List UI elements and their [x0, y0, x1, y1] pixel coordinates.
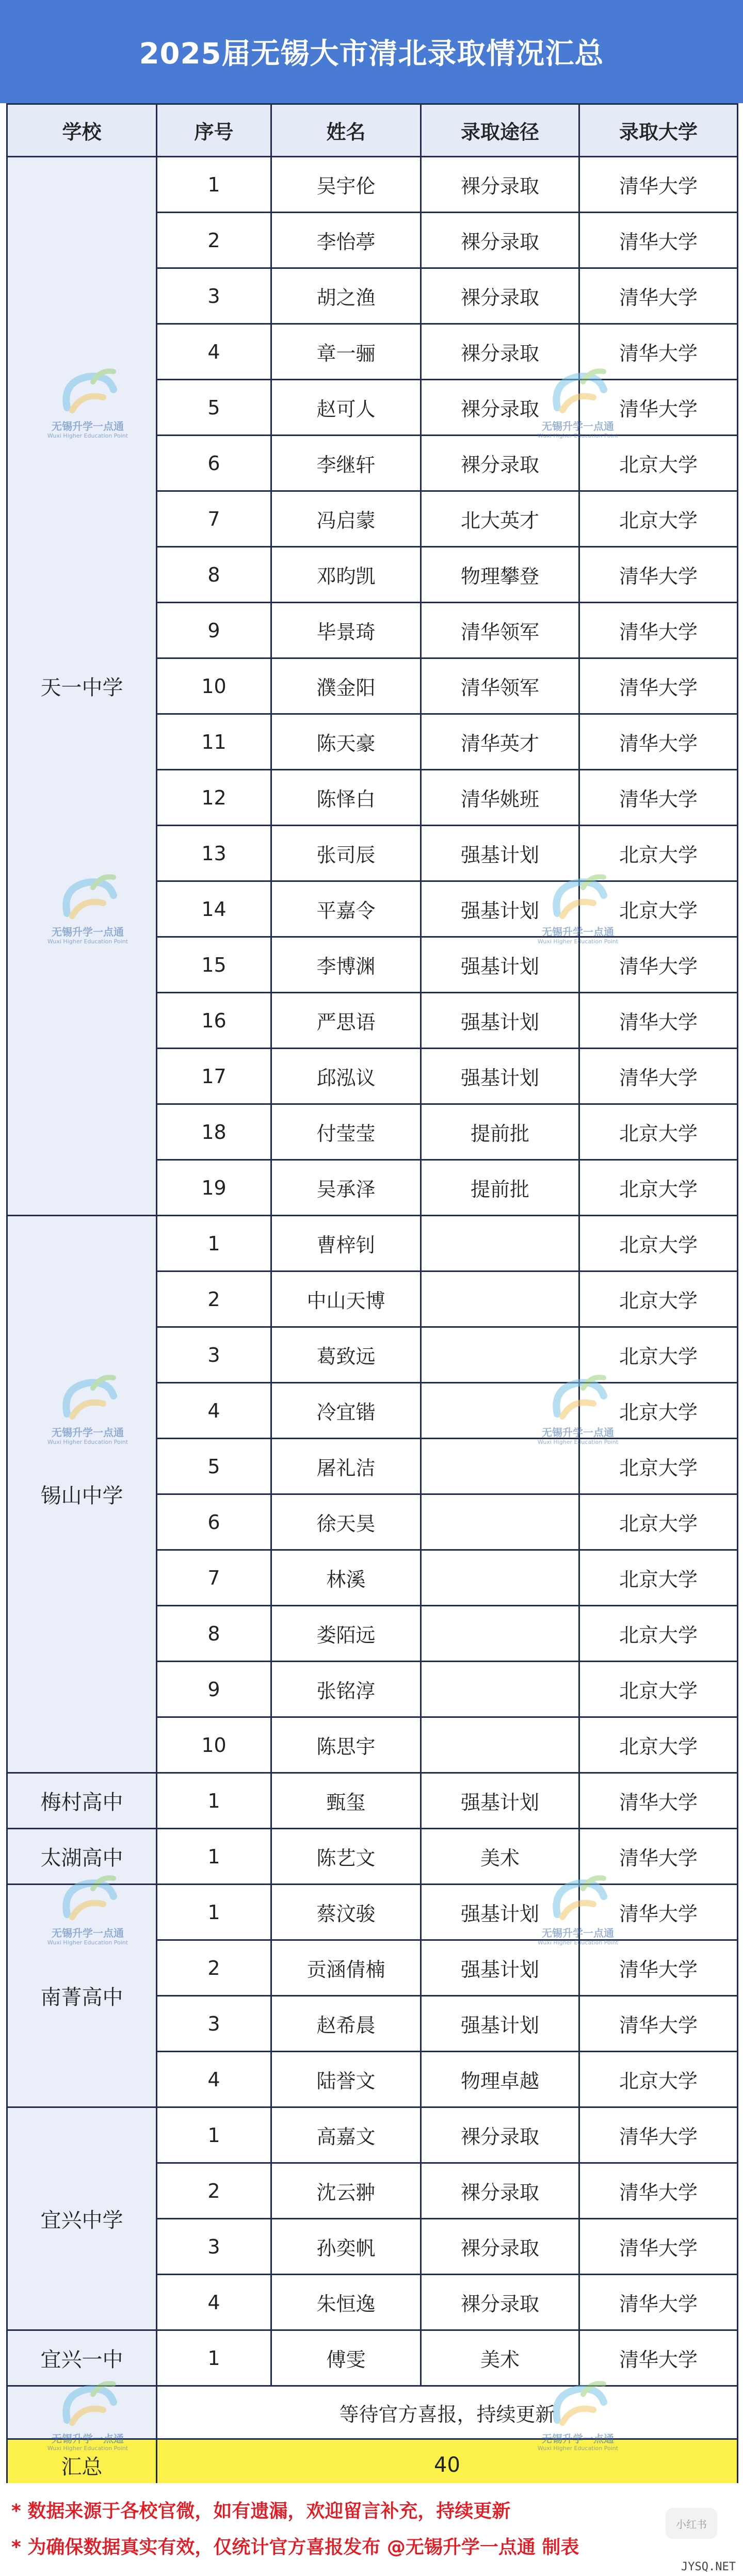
watermark-subtext: Wuxi Higher Education Point [537, 2445, 619, 2452]
university-cell: 清华大学 [579, 937, 738, 993]
school-cell: 南菁高中 [7, 1885, 157, 2107]
watermark-text: 无锡升学一点通 [52, 1426, 124, 1439]
route-cell [421, 1662, 579, 1717]
university-cell: 清华大学 [579, 1885, 738, 1940]
route-cell: 强基计划 [421, 1996, 579, 2052]
route-cell: 强基计划 [421, 1773, 579, 1829]
name-cell: 朱恒逸 [271, 2275, 421, 2330]
route-cell: 裸分录取 [421, 213, 579, 268]
route-cell [421, 1550, 579, 1606]
table-row [7, 1829, 738, 1885]
name-cell: 沈云翀 [271, 2163, 421, 2219]
university-cell: 北京大学 [579, 1439, 738, 1494]
watermark-subtext: Wuxi Higher Education Point [47, 2445, 128, 2452]
route-cell: 裸分录取 [421, 436, 579, 491]
index-cell: 1 [157, 2107, 271, 2163]
index-cell: 2 [157, 1271, 271, 1327]
university-cell: 北京大学 [579, 881, 738, 937]
index-cell: 3 [157, 268, 271, 324]
footer-note-source: * 数据来源于各校官微，如有遗漏，欢迎留言补充，持续更新 [11, 2501, 511, 2522]
index-cell: 3 [157, 1996, 271, 2052]
university-cell: 北京大学 [579, 1104, 738, 1160]
index-cell: 9 [157, 1662, 271, 1717]
total-value: 40 [157, 2439, 738, 2491]
school-cell: 宜兴中学 [7, 2107, 157, 2330]
route-cell [421, 1606, 579, 1662]
university-cell: 北京大学 [579, 1160, 738, 1216]
name-cell: 章一骊 [271, 324, 421, 380]
name-cell: 严思语 [271, 993, 421, 1049]
name-cell: 蔡汶骏 [271, 1885, 421, 1940]
university-cell: 北京大学 [579, 1383, 738, 1439]
name-cell: 付莹莹 [271, 1104, 421, 1160]
watermark-text: 无锡升学一点通 [52, 926, 124, 938]
index-cell: 4 [157, 324, 271, 380]
route-cell: 强基计划 [421, 881, 579, 937]
index-cell: 1 [157, 1773, 271, 1829]
watermark-subtext: Wuxi Higher Education Point [537, 938, 619, 945]
total-label: 汇总 [7, 2439, 157, 2491]
index-cell: 11 [157, 714, 271, 770]
name-cell: 赵可人 [271, 380, 421, 436]
route-cell: 清华领军 [421, 603, 579, 658]
route-cell: 美术 [421, 1829, 579, 1885]
index-cell: 13 [157, 826, 271, 881]
name-cell: 李怡葶 [271, 213, 421, 268]
route-cell: 物理攀登 [421, 547, 579, 603]
name-cell: 林溪 [271, 1550, 421, 1606]
name-cell: 陈怿白 [271, 770, 421, 826]
index-cell: 1 [157, 1829, 271, 1885]
watermark-text: 无锡升学一点通 [542, 1426, 614, 1439]
name-cell: 陈天豪 [271, 714, 421, 770]
route-cell [421, 1439, 579, 1494]
watermark-subtext: Wuxi Higher Education Point [537, 1439, 619, 1445]
xiaohongshu-badge: 小红书 [666, 2508, 717, 2539]
watermark-text: 无锡升学一点通 [52, 420, 124, 432]
table-body [7, 157, 738, 2386]
school-cell: 太湖高中 [7, 1829, 157, 1885]
route-cell: 裸分录取 [421, 157, 579, 213]
name-cell: 孙奕帆 [271, 2219, 421, 2275]
index-cell: 3 [157, 2219, 271, 2275]
corner-watermark: JYSQ.NET [681, 2561, 736, 2573]
route-cell: 强基计划 [421, 993, 579, 1049]
university-cell: 北京大学 [579, 1216, 738, 1271]
table-row [7, 1216, 738, 1271]
name-cell: 陈思宇 [271, 1717, 421, 1773]
index-cell: 1 [157, 1216, 271, 1271]
route-cell: 强基计划 [421, 937, 579, 993]
index-cell: 14 [157, 881, 271, 937]
university-cell: 清华大学 [579, 268, 738, 324]
index-cell: 4 [157, 2275, 271, 2330]
route-cell: 裸分录取 [421, 2275, 579, 2330]
watermark-text: 无锡升学一点通 [542, 420, 614, 432]
university-cell: 清华大学 [579, 714, 738, 770]
header-index: 序号 [157, 104, 271, 157]
name-cell: 高嘉文 [271, 2107, 421, 2163]
name-cell: 曹梓钊 [271, 1216, 421, 1271]
route-cell [421, 1383, 579, 1439]
route-cell: 提前批 [421, 1160, 579, 1216]
watermark-subtext: Wuxi Higher Education Point [537, 1939, 619, 1946]
university-cell: 北京大学 [579, 1327, 738, 1383]
route-cell [421, 1327, 579, 1383]
route-cell [421, 1271, 579, 1327]
admission-table [6, 103, 738, 2492]
route-cell: 强基计划 [421, 1885, 579, 1940]
route-cell: 裸分录取 [421, 2107, 579, 2163]
index-cell: 6 [157, 1494, 271, 1550]
route-cell [421, 1717, 579, 1773]
index-cell: 4 [157, 1383, 271, 1439]
watermark-text: 无锡升学一点通 [542, 1927, 614, 1939]
watermark-subtext: Wuxi Higher Education Point [47, 1439, 128, 1445]
name-cell: 葛致远 [271, 1327, 421, 1383]
route-cell: 强基计划 [421, 1049, 579, 1104]
index-cell: 7 [157, 1550, 271, 1606]
watermark-subtext: Wuxi Higher Education Point [47, 938, 128, 945]
header-name: 姓名 [271, 104, 421, 157]
name-cell: 邓昀凯 [271, 547, 421, 603]
index-cell: 4 [157, 2052, 271, 2107]
watermark-text: 无锡升学一点通 [52, 1927, 124, 1939]
university-cell: 北京大学 [579, 1550, 738, 1606]
school-cell: 宜兴一中 [7, 2330, 157, 2386]
index-cell: 3 [157, 1327, 271, 1383]
route-cell: 裸分录取 [421, 380, 579, 436]
university-cell: 清华大学 [579, 993, 738, 1049]
index-cell: 8 [157, 1606, 271, 1662]
route-cell: 裸分录取 [421, 324, 579, 380]
index-cell: 2 [157, 2163, 271, 2219]
index-cell: 9 [157, 603, 271, 658]
university-cell: 清华大学 [579, 324, 738, 380]
watermark-text: 无锡升学一点通 [52, 2433, 124, 2445]
index-cell: 1 [157, 157, 271, 213]
name-cell: 陆誉文 [271, 2052, 421, 2107]
route-cell: 美术 [421, 2330, 579, 2386]
index-cell: 2 [157, 1940, 271, 1996]
watermark-text: 无锡升学一点通 [542, 2433, 614, 2445]
index-cell: 16 [157, 993, 271, 1049]
footer-notes [0, 2483, 743, 2576]
name-cell: 吴宇伦 [271, 157, 421, 213]
name-cell: 中山天博 [271, 1271, 421, 1327]
name-cell: 冯启蒙 [271, 491, 421, 547]
route-cell: 清华英才 [421, 714, 579, 770]
route-cell: 清华姚班 [421, 770, 579, 826]
name-cell: 屠礼洁 [271, 1439, 421, 1494]
university-cell: 北京大学 [579, 1717, 738, 1773]
table-row [7, 2330, 738, 2386]
university-cell: 清华大学 [579, 547, 738, 603]
university-cell: 清华大学 [579, 2219, 738, 2275]
route-cell: 提前批 [421, 1104, 579, 1160]
name-cell: 胡之渔 [271, 268, 421, 324]
name-cell: 赵希晨 [271, 1996, 421, 2052]
index-cell: 17 [157, 1049, 271, 1104]
header-university: 录取大学 [579, 104, 738, 157]
index-cell: 5 [157, 1439, 271, 1494]
index-cell: 5 [157, 380, 271, 436]
footer-note-verify: * 为确保数据真实有效，仅统计官方喜报发布 @无锡升学一点通 制表 [11, 2537, 579, 2558]
name-cell: 娄陌远 [271, 1606, 421, 1662]
name-cell: 陈艺文 [271, 1829, 421, 1885]
school-cell: 锡山中学 [7, 1216, 157, 1773]
university-cell: 北京大学 [579, 436, 738, 491]
index-cell: 12 [157, 770, 271, 826]
name-cell: 张铭淳 [271, 1662, 421, 1717]
school-cell: 梅村高中 [7, 1773, 157, 1829]
route-cell: 清华领军 [421, 658, 579, 714]
route-cell [421, 1494, 579, 1550]
university-cell: 清华大学 [579, 1773, 738, 1829]
university-cell: 清华大学 [579, 1996, 738, 2052]
watermark-text: 无锡升学一点通 [542, 926, 614, 938]
header-route: 录取途径 [421, 104, 579, 157]
university-cell: 清华大学 [579, 213, 738, 268]
watermark-subtext: Wuxi Higher Education Point [47, 432, 128, 439]
university-cell: 清华大学 [579, 2163, 738, 2219]
route-cell: 北大英才 [421, 491, 579, 547]
name-cell: 毕景琦 [271, 603, 421, 658]
name-cell: 李博渊 [271, 937, 421, 993]
name-cell: 邱泓议 [271, 1049, 421, 1104]
route-cell: 裸分录取 [421, 2219, 579, 2275]
university-cell: 清华大学 [579, 157, 738, 213]
index-cell: 1 [157, 1885, 271, 1940]
table-row [7, 2107, 738, 2163]
table-row [7, 157, 738, 213]
name-cell: 徐天昊 [271, 1494, 421, 1550]
index-cell: 8 [157, 547, 271, 603]
university-cell: 北京大学 [579, 1494, 738, 1550]
page-title: 2025届无锡大市清北录取情况汇总 [0, 0, 743, 103]
index-cell: 19 [157, 1160, 271, 1216]
route-cell: 裸分录取 [421, 2163, 579, 2219]
index-cell: 6 [157, 436, 271, 491]
university-cell: 北京大学 [579, 1271, 738, 1327]
university-cell: 清华大学 [579, 2275, 738, 2330]
index-cell: 10 [157, 658, 271, 714]
name-cell: 甄玺 [271, 1773, 421, 1829]
university-cell: 北京大学 [579, 2052, 738, 2107]
route-cell: 物理卓越 [421, 2052, 579, 2107]
name-cell: 濮金阳 [271, 658, 421, 714]
note-row [7, 2386, 738, 2439]
name-cell: 冷宜锴 [271, 1383, 421, 1439]
index-cell: 18 [157, 1104, 271, 1160]
header-school: 学校 [7, 104, 157, 157]
university-cell: 北京大学 [579, 491, 738, 547]
name-cell: 李继轩 [271, 436, 421, 491]
university-cell: 北京大学 [579, 1606, 738, 1662]
university-cell: 清华大学 [579, 658, 738, 714]
index-cell: 1 [157, 2330, 271, 2386]
table-row [7, 1773, 738, 1829]
university-cell: 清华大学 [579, 1829, 738, 1885]
index-cell: 10 [157, 1717, 271, 1773]
university-cell: 清华大学 [579, 1049, 738, 1104]
university-cell: 北京大学 [579, 826, 738, 881]
name-cell: 张司辰 [271, 826, 421, 881]
name-cell: 傅雯 [271, 2330, 421, 2386]
university-cell: 清华大学 [579, 603, 738, 658]
route-cell: 强基计划 [421, 1940, 579, 1996]
watermark-subtext: Wuxi Higher Education Point [47, 1939, 128, 1946]
table-row [7, 1885, 738, 1940]
university-cell: 清华大学 [579, 1940, 738, 1996]
university-cell: 北京大学 [579, 1662, 738, 1717]
note-blank-cell [7, 2386, 157, 2439]
university-cell: 清华大学 [579, 770, 738, 826]
index-cell: 7 [157, 491, 271, 547]
route-cell [421, 1216, 579, 1271]
note-cell: 等待官方喜报，持续更新 [157, 2386, 738, 2439]
university-cell: 清华大学 [579, 380, 738, 436]
school-cell: 天一中学 [7, 157, 157, 1216]
name-cell: 贡涵倩楠 [271, 1940, 421, 1996]
route-cell: 强基计划 [421, 826, 579, 881]
name-cell: 平嘉令 [271, 881, 421, 937]
route-cell: 裸分录取 [421, 268, 579, 324]
university-cell: 清华大学 [579, 2107, 738, 2163]
header-row [7, 104, 738, 157]
name-cell: 吴承泽 [271, 1160, 421, 1216]
index-cell: 2 [157, 213, 271, 268]
watermark-subtext: Wuxi Higher Education Point [537, 432, 619, 439]
university-cell: 清华大学 [579, 2330, 738, 2386]
index-cell: 15 [157, 937, 271, 993]
